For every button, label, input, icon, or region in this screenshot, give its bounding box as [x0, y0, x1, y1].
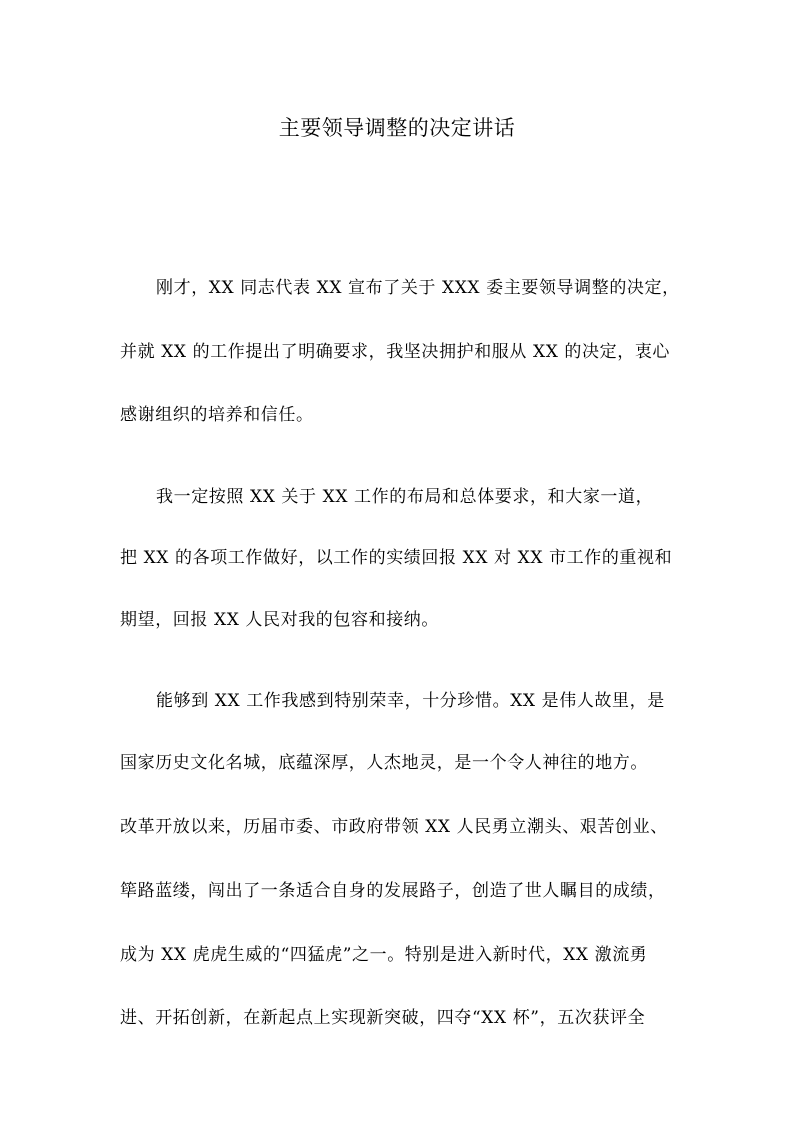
paragraph-3-line-1: 能够到 XX 工作我感到特别荣幸，十分珍惜。XX 是伟人故里，是	[156, 691, 665, 711]
paragraph-3-line-6: 进、开拓创新，在新起点上实现新突破，四夺“XX 杯”，五次获评全	[120, 1008, 646, 1028]
paragraph-1-line-3: 感谢组织的培养和信任。	[120, 405, 314, 425]
paragraph-3-line-4: 筚路蓝缕，闯出了一条适合自身的发展路子，创造了世人瞩目的成绩，	[120, 881, 666, 901]
paragraph-3-line-5: 成为 XX 虎虎生威的“四猛虎”之一。特别是进入新时代，XX 激流勇	[120, 945, 648, 965]
document-title: 主要领导调整的决定讲话	[278, 116, 516, 140]
paragraph-2-line-3: 期望，回报 XX 人民对我的包容和接纳。	[120, 610, 440, 630]
paragraph-3-line-2: 国家历史文化名城，底蕴深厚，人杰地灵，是一个令人神往的地方。	[120, 753, 648, 773]
paragraph-3-line-3: 改革开放以来，历届市委、市政府带领 XX 人民勇立潮头、艰苦创业、	[120, 817, 668, 837]
paragraph-2-line-2: 把 XX 的各项工作做好，以工作的实绩回报 XX 对 XX 市工作的重视和	[120, 548, 673, 568]
paragraph-1-line-1: 刚才，XX 同志代表 XX 宣布了关于 XXX 委主要领导调整的决定，	[156, 278, 680, 298]
paragraph-1-line-2: 并就 XX 的工作提出了明确要求，我坚决拥护和服从 XX 的决定，衷心	[120, 342, 671, 362]
paragraph-2-line-1: 我一定按照 XX 关于 XX 工作的布局和总体要求，和大家一道，	[156, 487, 654, 507]
